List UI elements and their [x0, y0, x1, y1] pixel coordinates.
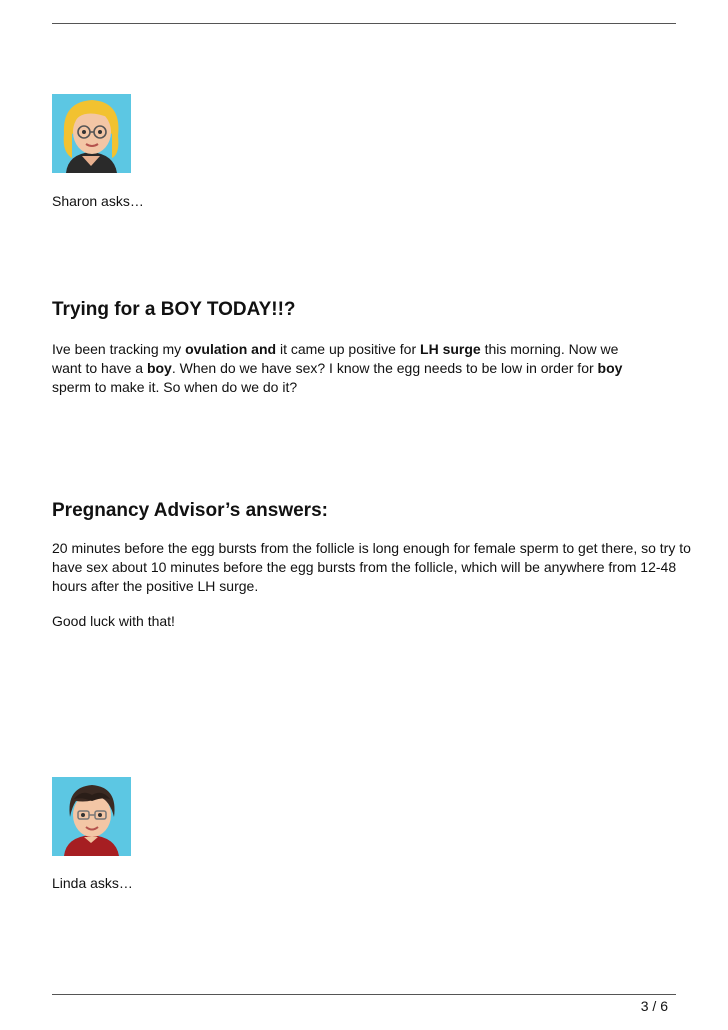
asker-sharon: Sharon asks… — [52, 193, 144, 209]
answers-heading: Pregnancy Advisor’s answers: — [52, 500, 328, 521]
keyword-lh-surge: LH surge — [420, 341, 481, 357]
asker-linda: Linda asks… — [52, 875, 133, 891]
keyword-boy: boy — [146, 360, 172, 376]
answer-paragraph: 20 minutes before the egg bursts from the follicle is long enough for female sperm to get there, so try to have sex about 10 minutes before the egg bursts from the follicle, which will be anywhere from 12-48 hours after the positive LH surge. — [52, 540, 691, 594]
answer-body — [52, 539, 692, 647]
keyword-ovulation: ovulation and — [185, 341, 277, 357]
woman-glasses-avatar-icon — [52, 94, 131, 173]
question-title: Trying for a BOY TODAY!!? — [52, 299, 296, 320]
header-rule — [52, 23, 676, 24]
page-number: 3 / 6 — [640, 998, 668, 1014]
keyword-boy-2: boy — [597, 360, 623, 376]
answer-paragraph: Good luck with that! — [52, 613, 175, 629]
question-body: Ive been tracking my ovulation and it came up positive for LH surge this morning. Now we want to have a boy. When do we have sex? I know the egg needs to be low in order for boy sperm to make it. So when do we do it? — [52, 341, 623, 395]
woman-brown-hair-avatar-icon — [52, 777, 131, 856]
footer-rule — [52, 994, 676, 995]
